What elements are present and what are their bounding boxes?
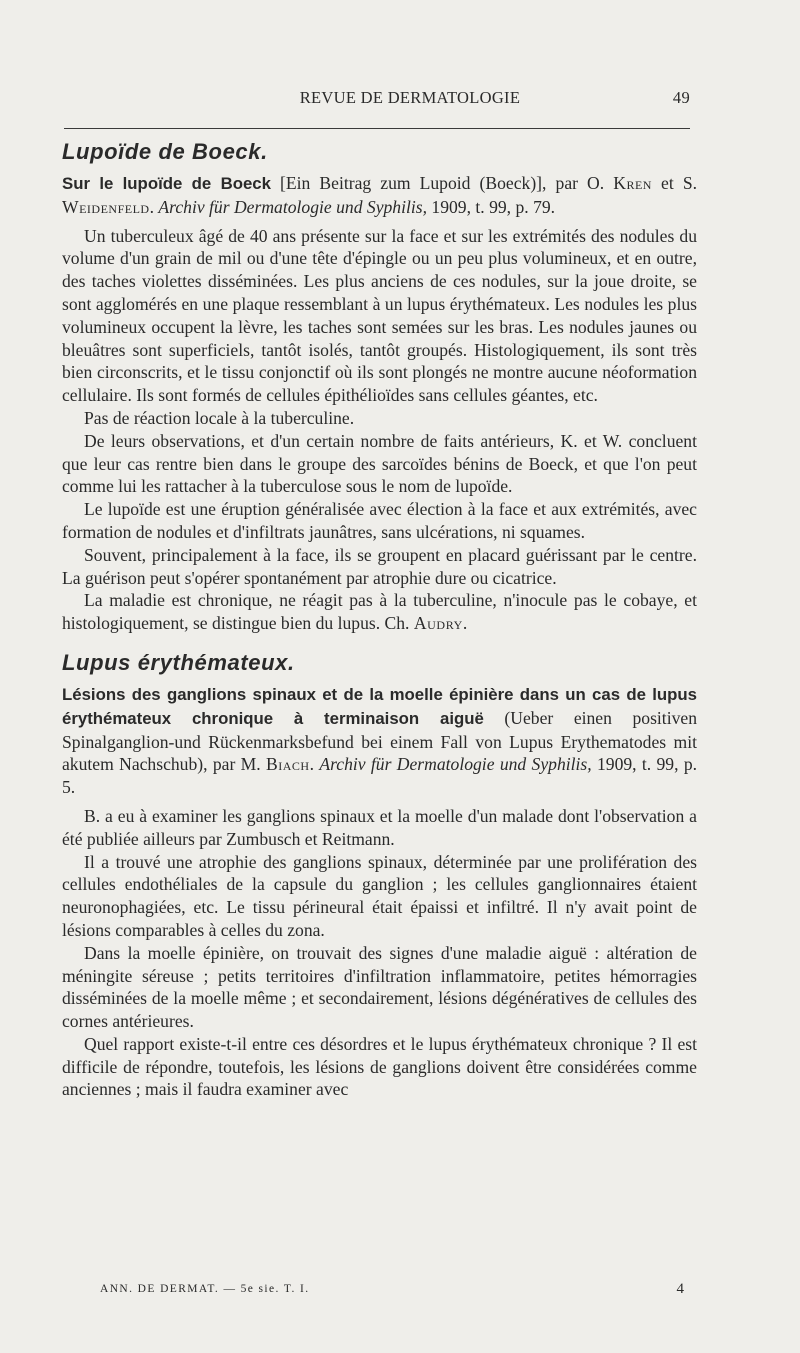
page-body: [62, 138, 697, 1101]
journal-name: Archiv für Dermatologie und Syphilis,: [158, 196, 428, 217]
gathering-number: 4: [676, 1281, 684, 1297]
body-paragraph: Souvent, principalement à la face, ils se groupent en placard guérissant par le centre. La guérison peut s'opérer spontanément par atrophie dure ou cicatrice.: [62, 544, 697, 588]
article-title: Sur le lupoïde de Boeck: [62, 174, 271, 193]
body-paragraph: Quel rapport existe-t-il entre ces désordres et le lupus érythémateux chronique ? Il est difficile de répondre, toutefois, les lésions de ganglions doivent être considérées comme anciennes ; mais il faudra examiner avec: [62, 1033, 697, 1100]
citation-details: 1909, t. 99, p. 79.: [427, 196, 556, 217]
paragraph-text: La maladie est chronique, ne réagit pas à la tuberculine, n'inocule pas le cobaye, et histologiquement, se distingue bien du lupus. Ch.: [62, 590, 697, 634]
abstract-title-lupus: [62, 683, 697, 799]
body-paragraph: Le lupoïde est une éruption généralisée avec élection à la face et aux extrémités, avec formation de nodules et d'infiltrats jaunâtres, sans ulcérations, ni squames.: [62, 499, 697, 542]
section-heading-lupoide: Lupoïde de Boeck.: [62, 139, 268, 164]
signature-footer: [100, 1283, 684, 1303]
article-subtitle: [Ein Beitrag zum Lupoid (Boeck)], par O.: [270, 173, 614, 193]
journal-name: Archiv für Dermatologie und Syphilis,: [319, 754, 592, 775]
body-paragraph-signed: [62, 589, 697, 635]
citation-separator: .: [149, 196, 159, 217]
body-paragraph: Il a trouvé une atrophie des ganglions spinaux, déterminée par une prolifération des cellules endothéliales de la capsule du ganglion ; les cellules ganglionnaires étaient neuronophagiées, etc. Le tissu périneural était épaissi et infiltré. Il n'y avait point de lésions comparables à celles du zona.: [62, 851, 697, 940]
printer-signature: ANN. DE DERMAT. — 5e sie. T. I.: [100, 1283, 310, 1295]
body-paragraph: B. a eu à examiner les ganglions spinaux et la moelle d'un malade dont l'observation a été publiée ailleurs par Zumbusch et Reitmann.: [62, 805, 697, 849]
author-name: Biach: [266, 754, 310, 775]
header-rule: [64, 128, 690, 129]
reviewer-signature: Audry.: [413, 613, 468, 634]
article-subtitle: (Ueber einen positiven Spinalganglion-und Rückenmarksbefund bei einem Fall von Lupus Erythematodes mit akutem Nachschub), par M.: [62, 707, 697, 775]
citation-details: 1909, t. 99, p. 5.: [62, 754, 698, 798]
journal-title: REVUE DE DERMATOLOGIE: [299, 88, 521, 107]
body-paragraph: Pas de réaction locale à la tuberculine.: [84, 407, 355, 428]
body-paragraph: Un tuberculeux âgé de 40 ans présente sur la face et sur les extrémités des nodules du volume d'un grain de mil ou d'une tête d'épingle ou un peu plus volumineux, et en outre, des taches violettes disséminées. Les plus anciens de ces nodules, sur la joue droite, se sont agglomérés en une plaque ressemblant à un lupus érythémateux. Les nodules les plus volumineux occupent la lèvre, les taches sont semées sur les bras. Les nodules jaunes ou bleuâtres sont superficiels, tantôt isolés, tantôt groupés. Histologiquement, ils sont très bien circonscrits, et le tissu conjonctif où ils sont plongés ne montre aucune néoformation cellulaire. Ils sont formés de cellules épithélioïdes sans cellules géantes, etc.: [62, 225, 697, 406]
article-title: Lésions des ganglions spinaux et de la moelle épinière dans un cas de lupus érythémateux chronique à terminaison aiguë: [62, 684, 697, 728]
body-paragraph: Dans la moelle épinière, on trouvait des signes d'une maladie aiguë : altération de méningite séreuse ; petits territoires d'infiltration inflammatoire, petites hémorragies disséminées de la moelle même ; et secondairement, lésions dégénératives de cellules des cornes antérieures.: [62, 942, 697, 1032]
author-name: Weidenfeld: [62, 196, 150, 217]
running-head: [62, 88, 690, 112]
page-number: 49: [672, 88, 690, 107]
author-separator: et S.: [651, 173, 698, 193]
section-heading-lupus: Lupus érythémateux.: [62, 649, 295, 675]
abstract-title-lupoide: [62, 172, 697, 219]
body-paragraph: De leurs observations, et d'un certain nombre de faits antérieurs, K. et W. concluent que leur cas rentre bien dans le groupe des sarcoïdes bénins de Boeck, et que l'on peut comme lui les rattacher à la tuberculose sous le nom de lupoïde.: [62, 430, 697, 497]
author-name: Kren: [613, 173, 652, 193]
citation-separator: .: [309, 754, 320, 775]
